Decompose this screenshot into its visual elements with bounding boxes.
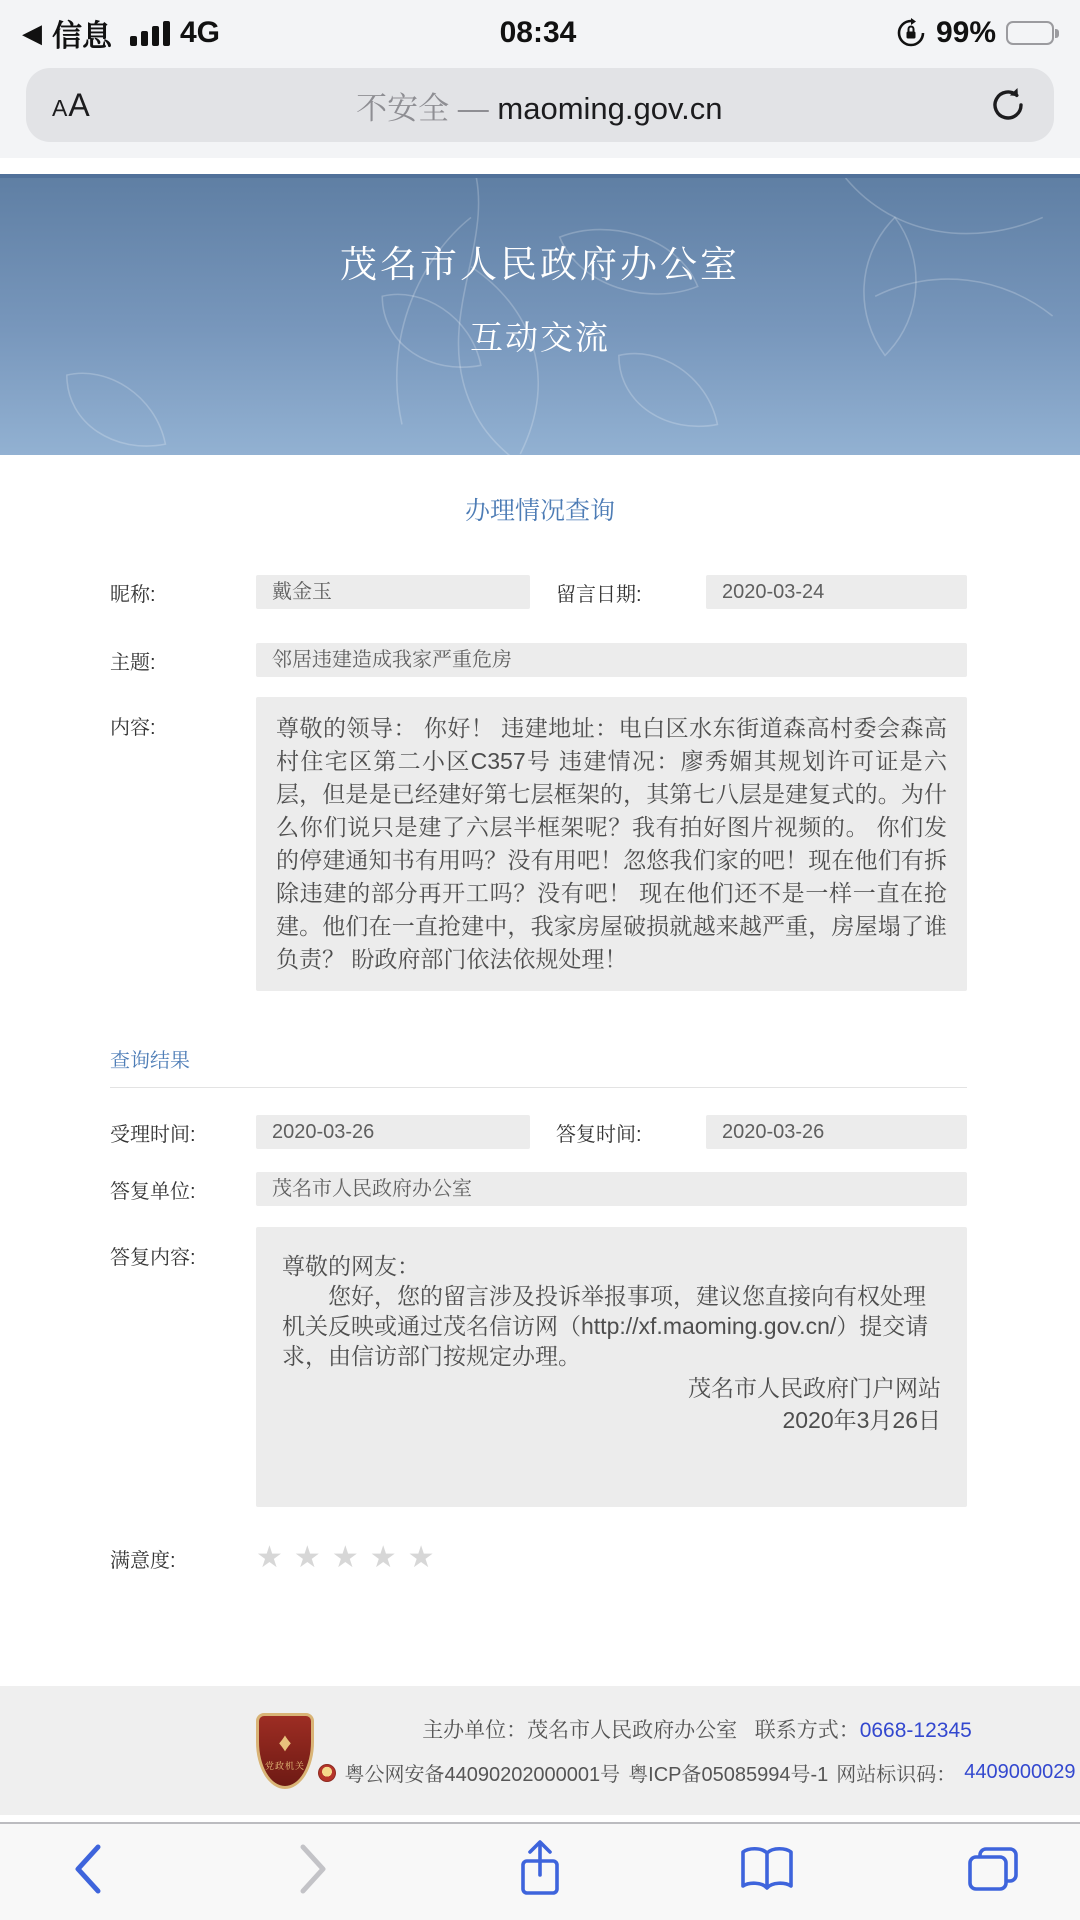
reply-date: 2020年3月26日: [782, 1407, 941, 1433]
reply-content-field: [256, 1227, 967, 1507]
reload-button[interactable]: [988, 85, 1028, 125]
safari-header: [0, 0, 1080, 158]
reply-content-row: [110, 1227, 967, 1507]
network-type-label: 4G: [180, 16, 221, 49]
query-result-section-title: 查询结果: [110, 1044, 967, 1088]
forward-button[interactable]: [279, 1834, 349, 1904]
subject-field: 邻居违建造成我家严重危房: [256, 643, 967, 677]
satisfaction-row: [110, 1543, 967, 1573]
site-footer: [0, 1686, 1080, 1815]
content-field: 尊敬的领导： 你好！ 违建地址：电白区水东街道森高村委会森高村住宅区第二小区C357号 违建情况：廖秀媚其规划许可证是六层，但是是已经建好第七层框架的，其第七八层是建复式的。为什么你们说只是建了六层半框架呢？我有拍好图片视频的。 你们发的停建通知书有用吗？没有用吧！忽悠我们家的吧！现在他们有拆除违建的部分再开工吗？没有吧！ 现在他们还不是一样一直在抢建。他们在一直抢建中，我家房屋破损就越来越严重，房屋塌了谁负责？ 盼政府部门依法依规处理！: [256, 697, 967, 991]
satisfaction-stars[interactable]: [256, 1543, 435, 1573]
address-bar[interactable]: [26, 68, 1054, 142]
message-date-field: 2020-03-24: [706, 575, 967, 609]
nickname-field: 戴金玉: [256, 575, 530, 609]
page-url[interactable]: [91, 83, 988, 128]
subject-row: [110, 643, 967, 677]
accept-time-field: 2020-03-26: [256, 1115, 530, 1149]
star-icon[interactable]: ★: [407, 1541, 435, 1574]
page-banner: [0, 174, 1080, 455]
share-button[interactable]: [505, 1834, 575, 1904]
battery-percent: 99%: [935, 16, 996, 49]
back-button[interactable]: [52, 1834, 122, 1904]
rotation-lock-icon: [896, 18, 926, 48]
message-date-label: 留言日期:: [556, 583, 642, 606]
banner-title: 茂名市人民政府办公室: [340, 244, 740, 285]
nickname-row: [110, 575, 967, 609]
gov-badge-text: 党政机关: [264, 1761, 305, 1771]
reply-content-label: 答复内容:: [110, 1247, 196, 1269]
reply-time-field: 2020-03-26: [706, 1115, 967, 1149]
signal-strength-icon: [130, 21, 170, 46]
reply-unit-field: 茂名市人民政府办公室: [256, 1172, 967, 1206]
content-row: [110, 697, 967, 991]
reader-options-button[interactable]: AA: [52, 86, 91, 123]
reply-signature: 茂名市人民政府门户网站: [688, 1375, 941, 1401]
star-icon[interactable]: ★: [293, 1541, 321, 1574]
star-icon[interactable]: ★: [369, 1541, 397, 1574]
star-icon[interactable]: ★: [256, 1541, 283, 1574]
banner-subtitle: 互动交流: [470, 319, 610, 356]
site-code-link[interactable]: 4409000029: [964, 1761, 1076, 1783]
safari-toolbar: [0, 1822, 1080, 1920]
reply-salutation: 尊敬的网友：: [282, 1253, 420, 1279]
subject-label: 主题:: [110, 651, 156, 674]
reply-body: 您好，您的留言涉及投诉举报事项，建议您直接向有权处理机关反映或通过茂名信访网（http://xf.maoming.gov.cn/）提交请求，由信访部门按规定办理。: [282, 1283, 929, 1369]
footer-host-line: 主办单位：茂名市人民政府办公室 联系方式：0668-12345: [422, 1719, 972, 1742]
status-bar: [0, 0, 1080, 56]
accept-time-row: [110, 1115, 967, 1149]
reply-unit-label: 答复单位:: [110, 1180, 196, 1203]
accept-time-label: 受理时间:: [110, 1123, 196, 1146]
domain-label: maoming.gov.cn: [497, 90, 723, 126]
clock: 08:34: [499, 16, 577, 49]
contact-phone-link[interactable]: 0668-12345: [859, 1719, 972, 1742]
footer-record-line: 粤公网安备44090202000001号 粤ICP备05085994号-1 网站标识码： 4409000029: [318, 1758, 1075, 1787]
star-icon[interactable]: ★: [331, 1541, 359, 1574]
police-record-link[interactable]: 粤公网安备44090202000001号: [344, 1764, 621, 1786]
back-to-app-icon[interactable]: ◀: [22, 17, 42, 48]
reply-unit-row: [110, 1172, 967, 1206]
previous-app-label[interactable]: 信息: [52, 20, 112, 53]
police-badge-icon: [318, 1764, 336, 1782]
bookmarks-button[interactable]: [732, 1834, 802, 1904]
battery-icon: [1006, 21, 1054, 45]
gov-agency-badge-icon: ♦ 党政机关: [256, 1713, 314, 1789]
icp-record-link[interactable]: 粤ICP备05085994号-1: [628, 1764, 829, 1786]
query-form: [0, 527, 1080, 1573]
toolbar-gap: [0, 1815, 1080, 1822]
page-title: 办理情况查询: [464, 497, 615, 525]
content-label: 内容:: [110, 717, 156, 739]
security-label: 不安全 —: [356, 90, 489, 126]
nickname-label: 昵称:: [110, 583, 156, 606]
satisfaction-label: 满意度:: [110, 1549, 176, 1572]
reply-time-label: 答复时间:: [556, 1123, 642, 1146]
tabs-button[interactable]: [958, 1834, 1028, 1904]
